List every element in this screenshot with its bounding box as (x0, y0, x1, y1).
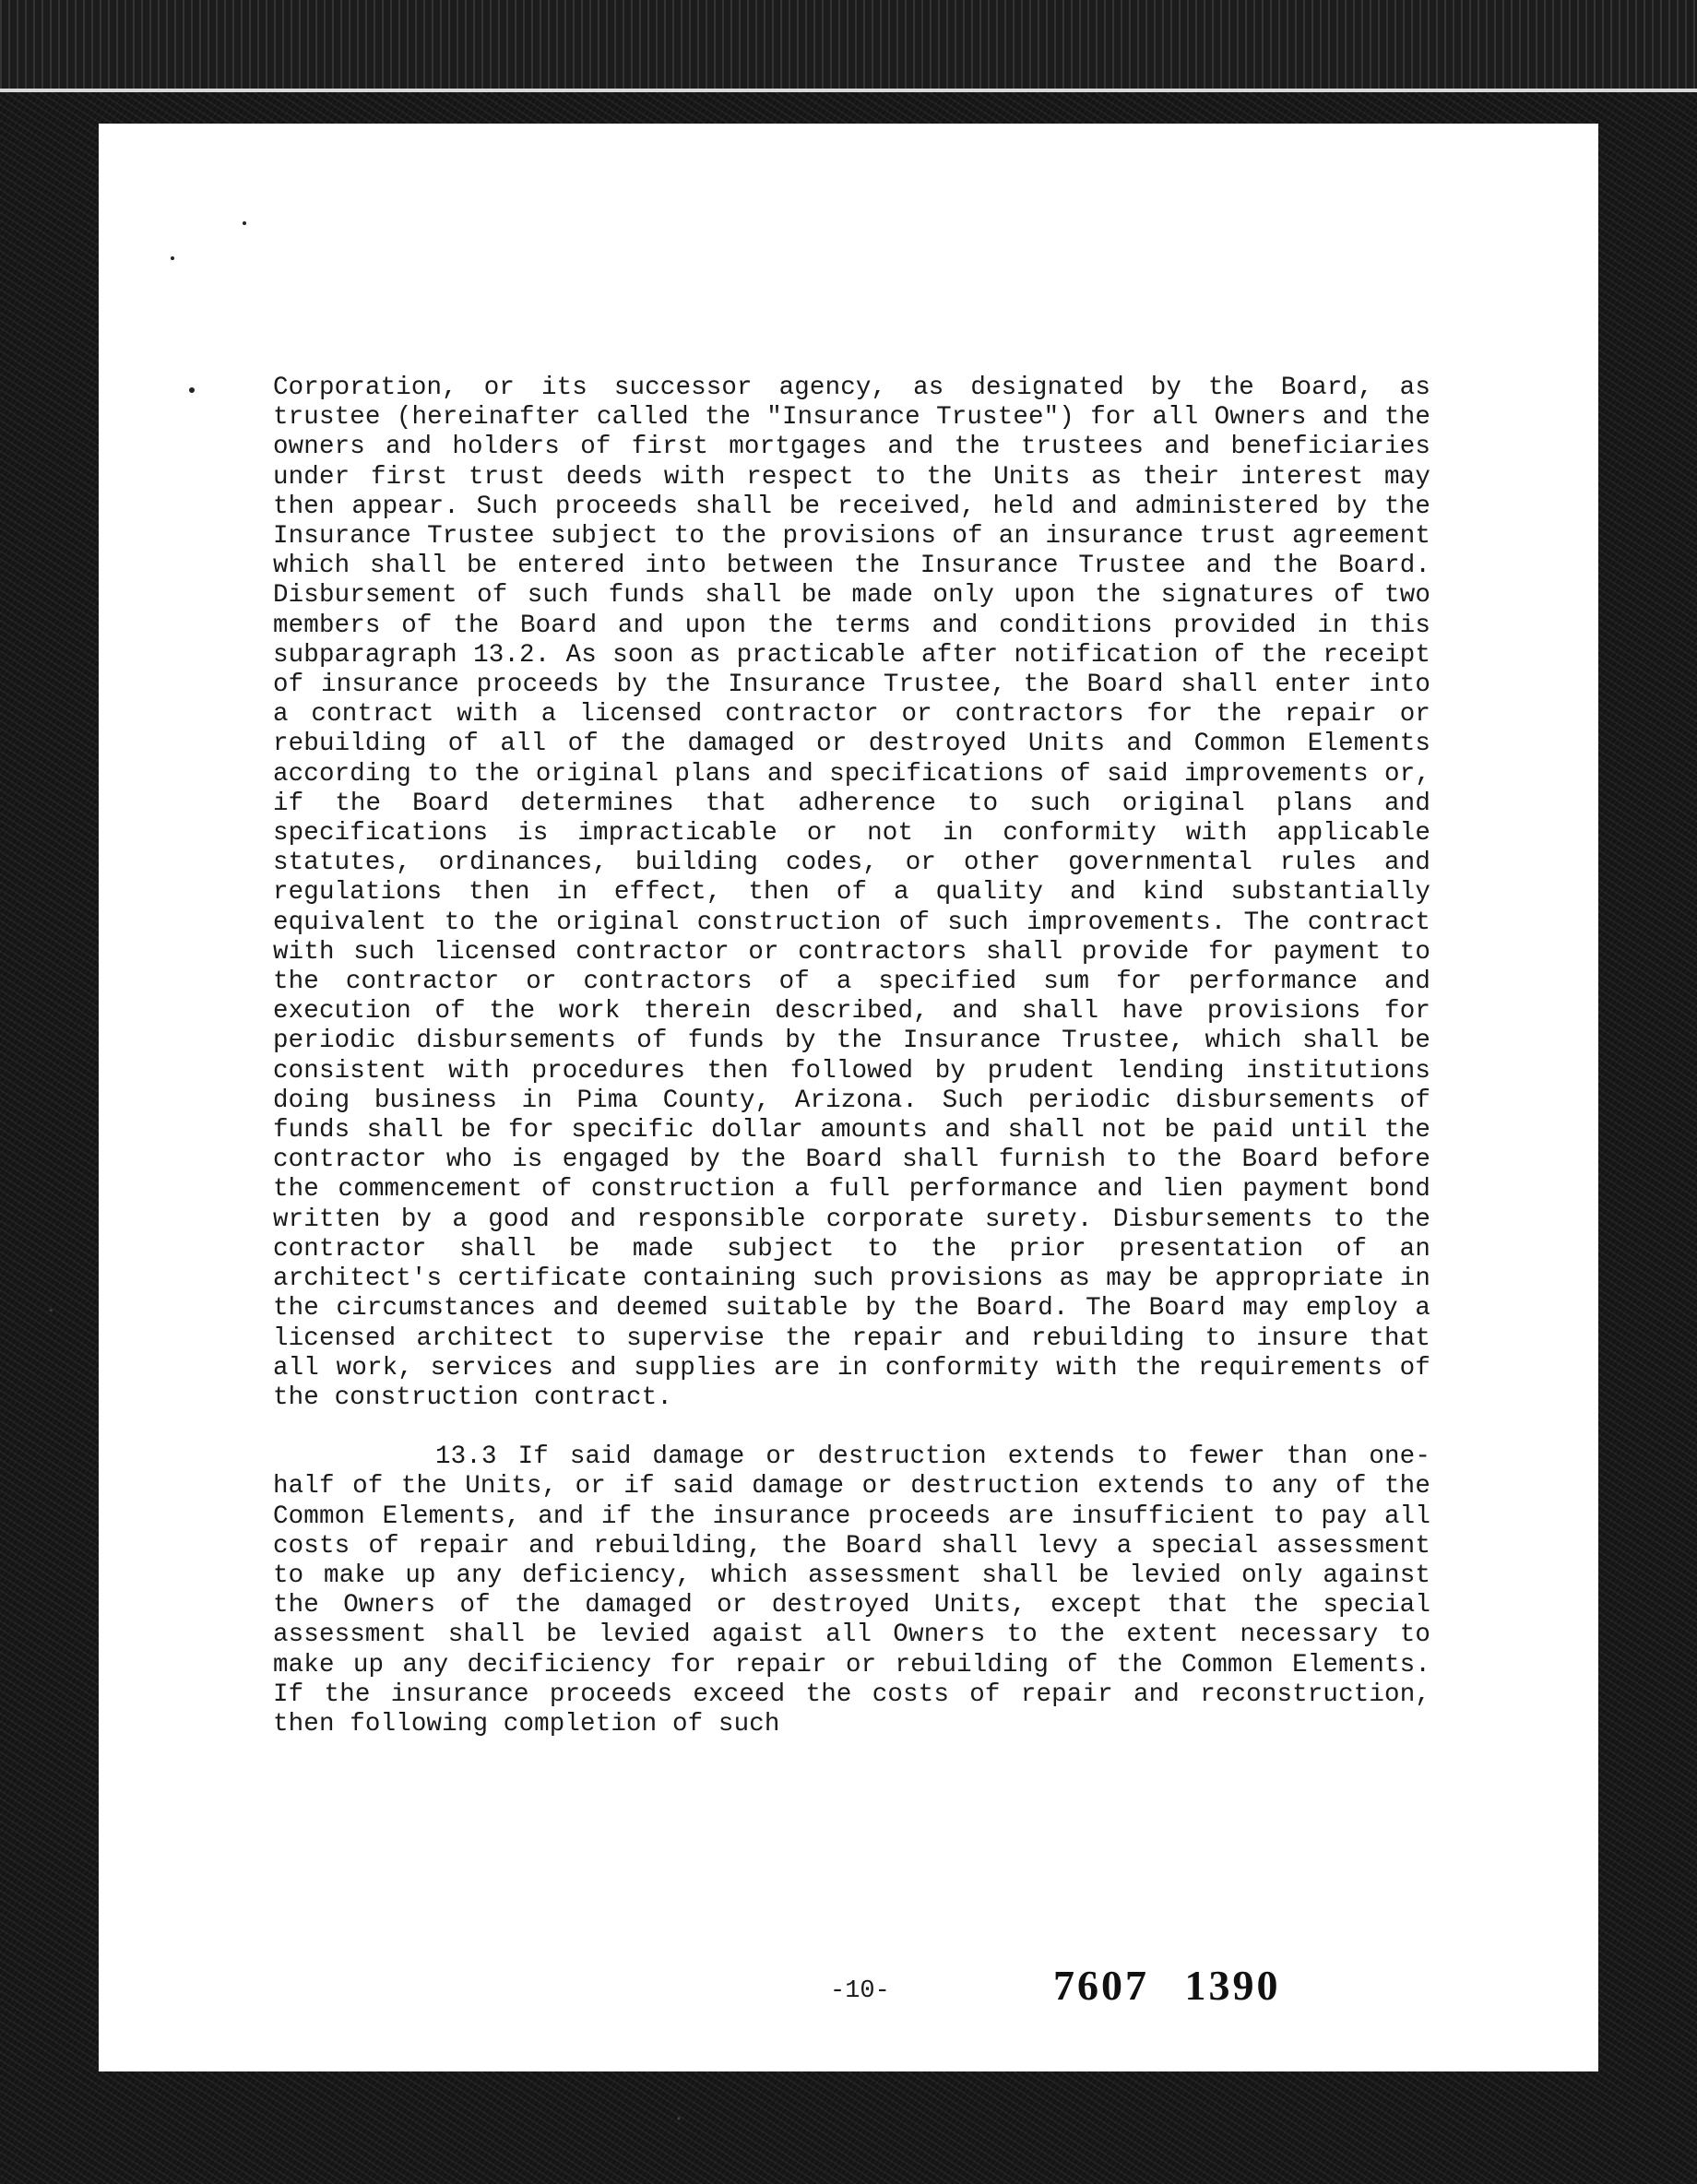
scan-top-rule (0, 89, 1697, 92)
scan-speck (243, 221, 246, 225)
paragraph-13-2-continued: Corporation, or its successor agency, as designated by the Board, as trustee (hereinafter called the "Insurance Trustee") for all Owners and the owners and holders of first mortgages and the trustees and beneficiaries under first trust deeds with respect to the Units as their interest may then appear. Such proceeds shall be received, held and administered by the Insurance Trustee subject to the provisions of an insurance trust agreement which shall be entered into between the Insurance Trustee and the Board. Disbursement of such funds shall be made only upon the signatures of two members of the Board and upon the terms and conditions provided in this subparagraph 13.2. As soon as practicable after notification of the receipt of insurance proceeds by the Insurance Trustee, the Board shall enter into a contract with a licensed contractor or contractors for the repair or rebuilding of all of the damaged or destroyed Units and Common Elements according to the original plans and specifications of said improvements or, if the Board determines that adherence to such original plans and specifications is impracticable or not in conformity with applicable statutes, ordinances, building codes, or other governmental rules and regulations then in effect, then of a quality and kind substantially equivalent to the original construction of such improvements. The contract with such licensed contractor or contractors shall provide for payment to the contractor or contractors of a specified sum for performance and execution of the work therein described, and shall have provisions for periodic disbursements of funds by the Insurance Trustee, which shall be consistent with procedures then followed by prudent lending institutions doing business in Pima County, Arizona. Such periodic disbursements of funds shall be for specific dollar amounts and shall not be paid until the contractor who is engaged by the Board shall furnish to the Board before the commencement of construction a full performance and lien payment bond written by a good and responsible corporate surety. Disbursements to the contractor shall be made subject to the prior presentation of an architect's certificate containing such provisions as may be appropriate in the circumstances and deemed suitable by the Board. The Board may employ a licensed architect to supervise the repair and rebuilding to insure that all work, services and supplies are in conformity with the requirements of the construction contract. (273, 374, 1430, 1412)
paragraph-13-3: 13.3 If said damage or destruction extends to fewer than one-half of the Units, or if said damage or destruction extends to any of the Common Elements, and if the insurance proceeds are insufficient to pay all costs of repair and rebuilding, the Board shall levy a special assessment to make up any deficiency, which assessment shall be levied only against the Owners of the damaged or destroyed Units, except that the special assessment shall be levied agaist all Owners to the extent necessary to make up any decificiency for repair or rebuilding of the Common Elements. If the insurance proceeds exceed the costs of repair and reconstruction, then following completion of such (273, 1442, 1430, 1739)
scan-top-strip (0, 0, 1697, 92)
recording-stamp: 7607 1390 (1053, 1962, 1281, 2009)
page-number: -10- (830, 1977, 890, 2005)
scan-speck (189, 387, 195, 393)
document-body (273, 374, 1430, 1739)
scan-speck (171, 256, 174, 260)
